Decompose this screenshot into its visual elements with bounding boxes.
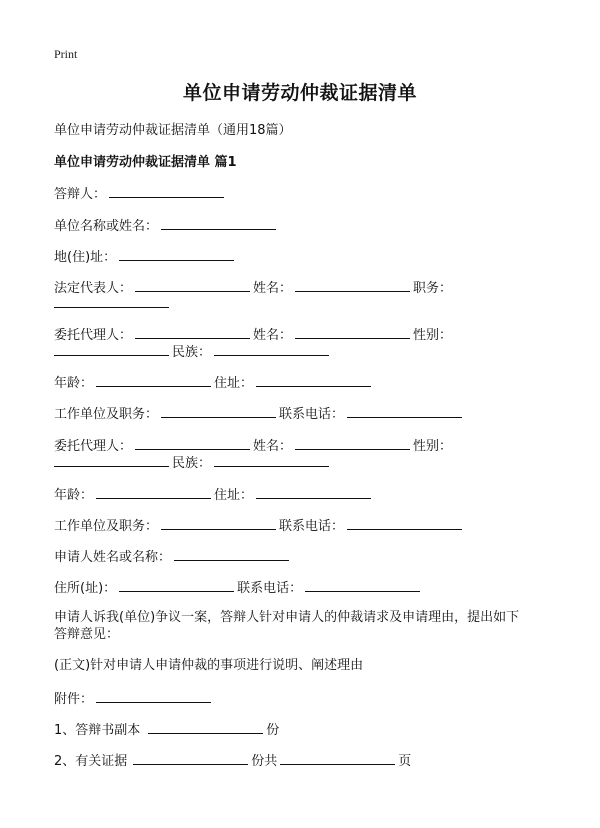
section-heading: 单位申请劳动仲裁证据清单 篇1 (54, 155, 237, 170)
agent1-phone-blank[interactable] (347, 404, 462, 418)
attachment-row (54, 689, 214, 708)
legal-rep-row-cont (54, 294, 172, 313)
agent2-phone-label: 联系电话： (279, 519, 345, 534)
item2-row (54, 751, 411, 770)
domicile-row (54, 578, 423, 597)
agent2-work-blank[interactable] (161, 516, 276, 530)
agent1-work-row (54, 404, 465, 423)
agent2-residence-label: 住址： (214, 488, 254, 503)
agent2-label: 委托代理人： (54, 439, 133, 454)
item2-mid: 份共 (251, 754, 278, 769)
agent2-work-label: 工作单位及职务： (54, 519, 159, 534)
domicile-phone-label: 联系电话： (237, 581, 303, 596)
item1-blank[interactable] (148, 720, 263, 734)
legal-rep-position-label: 职务： (413, 281, 453, 296)
agent2-gender-label: 性别： (413, 439, 453, 454)
agent2-age-blank[interactable] (96, 485, 211, 499)
applicant-label: 申请人姓名或名称： (54, 550, 172, 565)
domicile-blank[interactable] (119, 578, 234, 592)
applicant-row (54, 547, 292, 566)
agent1-age-blank[interactable] (96, 373, 211, 387)
agent2-ethnicity-blank[interactable] (214, 453, 329, 467)
legal-rep-name-label: 姓名： (253, 281, 293, 296)
agent2-gender-blank[interactable] (54, 453, 169, 467)
item2-count-blank[interactable] (133, 751, 248, 765)
applicant-blank[interactable] (174, 547, 289, 561)
agent2-blank[interactable] (135, 436, 250, 450)
agent1-name-label: 姓名： (253, 328, 293, 343)
item2-label: 2、有关证据 (54, 754, 128, 769)
item1-unit: 份 (266, 723, 280, 738)
agent2-age-row (54, 485, 374, 504)
respondent-label: 答辩人： (54, 187, 107, 202)
agent1-name-blank[interactable] (295, 325, 410, 339)
item1-row (54, 720, 279, 739)
attachment-blank[interactable] (96, 689, 211, 703)
agent1-residence-blank[interactable] (256, 373, 371, 387)
agent1-work-blank[interactable] (161, 404, 276, 418)
domicile-phone-blank[interactable] (305, 578, 420, 592)
agent1-label: 委托代理人： (54, 328, 133, 343)
agent2-row-cont (54, 453, 332, 472)
agent2-phone-blank[interactable] (347, 516, 462, 530)
defense-paragraph-line1: 申请人诉我(单位)争议一案，答辩人针对申请人的仲裁请求及申请理由，提出如下 (54, 610, 520, 625)
document-subtitle: 单位申请劳动仲裁证据清单（通用18篇） (54, 123, 292, 138)
agent1-age-row (54, 373, 374, 392)
agent2-work-row (54, 516, 465, 535)
defense-paragraph-line2: 答辩意见： (54, 627, 120, 642)
unit-name-blank[interactable] (161, 216, 276, 230)
agent1-ethnicity-blank[interactable] (214, 342, 329, 356)
agent2-residence-blank[interactable] (256, 485, 371, 499)
item1-label: 1、答辩书副本 (54, 723, 141, 738)
legal-rep-blank[interactable] (135, 278, 250, 292)
legal-rep-label: 法定代表人： (54, 281, 133, 296)
agent1-blank[interactable] (135, 325, 250, 339)
print-link[interactable]: Print (54, 47, 78, 61)
address-row (54, 247, 237, 266)
attachment-label: 附件： (54, 692, 94, 707)
agent1-ethnicity-label: 民族： (172, 345, 212, 360)
agent1-row-cont (54, 342, 332, 361)
respondent-row (54, 184, 227, 203)
unit-name-label: 单位名称或姓名： (54, 219, 159, 234)
agent1-work-label: 工作单位及职务： (54, 407, 159, 422)
agent2-age-label: 年龄： (54, 488, 94, 503)
document-title: 单位申请劳动仲裁证据清单 (182, 82, 417, 104)
agent1-residence-label: 住址： (214, 376, 254, 391)
address-blank[interactable] (119, 247, 234, 261)
item2-unit: 页 (398, 754, 412, 769)
agent1-phone-label: 联系电话： (279, 407, 345, 422)
agent1-age-label: 年龄： (54, 376, 94, 391)
agent2-ethnicity-label: 民族： (172, 456, 212, 471)
address-label: 地(住)址： (54, 250, 117, 265)
agent2-name-label: 姓名： (253, 439, 293, 454)
agent1-gender-blank[interactable] (54, 342, 169, 356)
agent1-gender-label: 性别： (413, 328, 453, 343)
domicile-label: 住所(址)： (54, 581, 117, 596)
body-note: (正文)针对申请人申请仲裁的事项进行说明、阐述理由 (54, 658, 364, 673)
agent2-name-blank[interactable] (295, 436, 410, 450)
legal-rep-name-blank[interactable] (295, 278, 410, 292)
unit-name-row (54, 216, 279, 235)
item2-pages-blank[interactable] (280, 751, 395, 765)
respondent-blank[interactable] (109, 184, 224, 198)
legal-rep-position-blank[interactable] (54, 294, 169, 308)
